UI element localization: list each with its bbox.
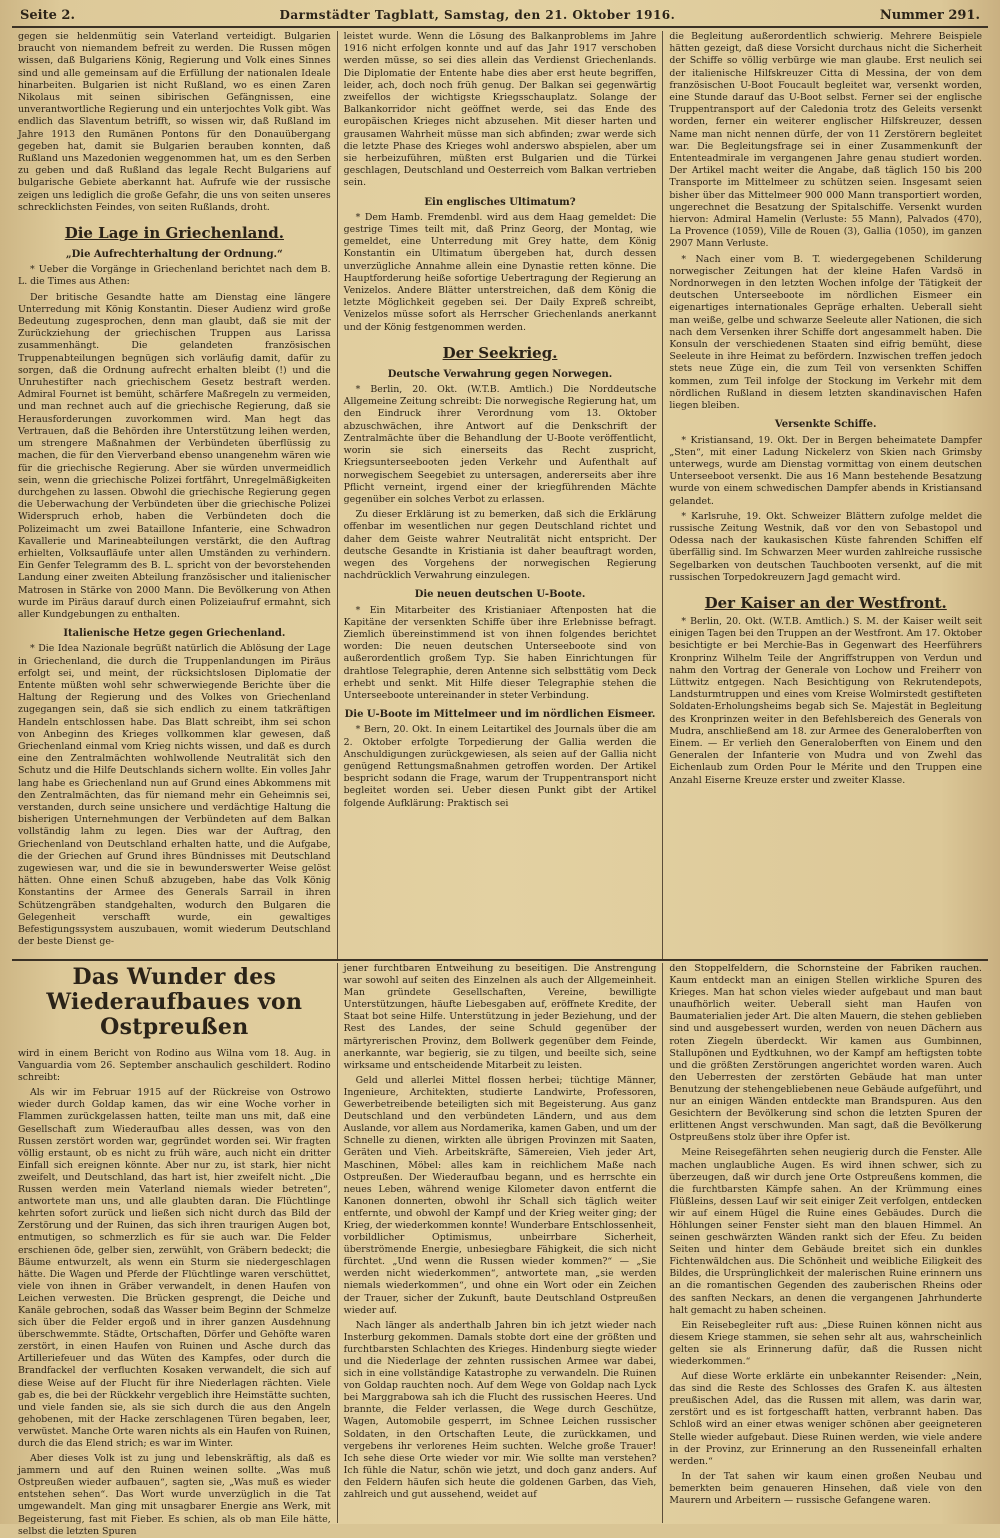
paragraph: * Nach einer vom B. T. wiedergegebenen Schilderung norwegischer Zeitungen hat der kleine Hafen Vardsö in Nordnorwegen in den letzten Wochen infolge der Tätigkeit der deutschen Unterseeboote im nördlichen Eismeer ein eigenartiges internationales Gepräge erhalten. Ueberall sieht man weiße, gelbe und schwarze Seeleute aller Nationen, die sich nach dem Versenken ihrer Schiffe dort angesammelt haben. Die Konsuln der verschiedenen Staaten sind eifrig bemüht, diese Seeleute in ihre Heimat zu befördern. Inzwischen treffen jedoch stets neue Züge ein, die zum Teil von versenkten Schiffen kommen, zum Teil infolge der Stockung im Verkehr mit dem nördlichen Rußland in diesem letzten skandinavischen Hafen liegen bleiben. — [669, 253, 983, 412]
upper-section — [12, 31, 988, 961]
paragraph: Nach länger als anderthalb Jahren bin ich jetzt wieder nach Insterburg gekommen. Damals stobte dort eine der größten und furchtbarsten Schlachten des Krieges. Hindenburg siegte wieder und die Niederlage der zehnten russischen Armee war dabei, sich in eine vollständige Katastrophe zu verwandeln. Die Ruinen von Goldap rauchten noch. Auf dem Wege von Goldap nach Lyck bei Marggrabowa sah ich die Flucht des russischen Heeres. Und brannte, die Felder verlassen, die Wege durch Geschütze, Wagen, Automobile gesperrt, im Schnee Leichen russischer Soldaten, in den Ortschaften Leute, die zurückkamen, und vergebens ihr verlorenes Heim suchten. Welche große Trauer! Ich sehe diese Orte wieder vor mir. Wie sollte man verstehen? Ich fühle die Natur, schön wie jetzt, und doch ganz anders. Auf den Feldern häufen sich heute die goldenen Garben, das Vieh, zahlreich und gut aussehend, weidet auf — [343, 1319, 657, 1501]
heading-naval-war: Der Seekrieg. — [442, 343, 558, 362]
subheading: Versenkte Schiffe. — [774, 419, 877, 431]
paragraph: * Kristiansand, 19. Okt. Der in Bergen beheimatete Dampfer „Sten“, mit einer Ladung Nickelerz von Skien nach Grimsby unterwegs, wurde am Dienstag vormittag von einem deutschen Unterseeboot versenkt. Die aus 16 Mann bestehende Besatzung wurde von einem schwedischen Dampfer abends in Kristiansand gelandet. — [669, 434, 983, 507]
paragraph: Ein Reisebegleiter ruft aus: „Diese Ruinen können nicht aus diesem Kriege stammen, sie sehen sehr alt aus, wahrscheinlich gelten sie als Erinnerung dafür, daß die Russen nicht wiederkommen.“ — [669, 1319, 983, 1367]
paragraph: Auf diese Worte erklärte ein unbekannter Reisender: „Nein, das sind die Reste des Schlosses des Grafen K. aus ältesten preußischen Adel, das die Russen mit allem, was darin war, zerstört und es ist fortgeschafft hatten, verbrannt haben. Das Schloß wird an einer etwas weniger schönen aber geeigneteren Stelle wieder aufgebaut. Diese Ruinen werden, wie viele andere in der Provinz, zur Erinnerung an den Russeneinfall erhalten werden.“ — [669, 1371, 983, 1467]
paragraph: In der Tat sahen wir kaum einen großen Neubau und bemerkten beim genaueren Hinsehen, daß viele von den Maurern und Arbeitern — russische Gefangene waren. — [669, 1470, 983, 1507]
subheading: Die U-Boote im Mittelmeer und im nördlichen Eismeer. — [344, 709, 656, 721]
newspaper-title-date: Darmstädter Tagblatt, Samstag, den 21. Oktober 1916. — [279, 8, 676, 22]
paragraph: Geld und allerlei Mittel flossen herbei; tüchtige Männer, Ingenieure, Architekten, studierte Landwirte, Professoren, Gewerbetreibende beteiligten sich mit Begeisterung. Aus ganz Deutschland und den verbündeten Ländern, und aus dem Auslande, vor allem aus Nordamerika, kamen Gaben, und um der Schnelle zu dienen, wirkten alle übrigen Provinzen mit Saaten, Geräten und Vieh. Arbeitskräfte, Sämereien, Vieh jeder Art, Maschinen, Möbel: alles kam in reichlichem Maße nach Ostpreußen. Der Wiederaufbau begann, und es herrschte ein neues Leben, während wenige Kilometer davon entfernt die Kanonen donnerten, obwohl ihr Schall sich täglich weiter entfernte, und obwohl der Kampf und der Krieg weiter ging; der Krieg, der wiederkommen konnte! Wunderbare Entschlossenheit, vorbildlicher Optimismus, unbeirrbare Sicherheit, überströmende Energie, unbesiegbare Fähigkeit, die sich nicht fürchtet. „Und wenn die Russen wieder kommen?“ — „Sie werden nicht wiederkommen“, antwortete man, „sie werden niemals wiederkommen“, und ohne ein Wort oder ein Zeichen der Trauer, sicher der Zukunft, baute Deutschland Ostpreußen wieder auf. — [343, 1074, 657, 1316]
page-number: Seite 2. — [20, 7, 75, 23]
paragraph: * Berlin, 20. Okt. (W.T.B. Amtlich.) Die Norddeutsche Allgemeine Zeitung schreibt: Die norwegische Regierung hat, um den Eindruck ihrer Verordnung vom 13. Oktober abzuschwächen, ihre Antwort auf die Denkschrift der Zentralmächte über die Behandlung der U-Boote veröffentlicht, worin sie sich einerseits das Recht zuspricht, Kriegsunterseebooten jeden Verkehr und Aufenthalt auf norwegischem Seegebiet zu untersagen, andererseits aber ihre Pflicht verneint, irgend einer der kriegführenden Mächte gegenüber ein solches Verbot zu erlassen. — [343, 384, 657, 505]
subheading: Italienische Hetze gegen Griechenland. — [63, 628, 286, 640]
paragraph: * Ein Mitarbeiter des Kristianiaer Aftenposten hat die Kapitäne der versenkten Schiffe über ihre Erlebnisse befragt. Ziemlich übereinstimmend ist von ihnen folgendes berichtet worden: Die neuen deutschen Unterseeboote sind von außerordentlich großem Typ. Sie haben Einrichtungen für drahtlose Telegraphie, deren Antenne sich selbsttätig vom Deck erhebt und senkt. Mit Hilfe dieser Telegraphie stehen die Unterseeboote untereinander in steter Verbindung. — [343, 604, 657, 701]
paragraph: Zu dieser Erklärung ist zu bemerken, daß sich die Erklärung offenbar im wesentlichen nur gegen Deutschland richtet und daher dem Geiste wahrer Neutralität nicht entspricht. Der deutsche Gesandte in Kristiania ist daher beauftragt worden, wegen des Vorgehens der norwegischen Regierung nachdrücklich Verwahrung einzulegen. — [343, 509, 657, 582]
paragraph: * Die Idea Nazionale begrüßt natürlich die Ablösung der Lage in Griechenland, die durch die Truppenlandungen im Piräus erfolgt sei, und meint, der rücksichtslosen Diplomatie der Entente müßten wohl sehr schwerwiegende Berichte über die Haltung der Regierung und des Volkes von Griechenland zugegangen sein, daß sie sich endlich zu einem tatkräftigen Handeln entschlossen habe. Das Blatt schreibt, ihm sei schon von Anbeginn des Krieges vollkommen klar gewesen, daß Griechenland einmal vom Krieg nichts wissen, und daß es durch eine den Zentralmächten wohlwollende Neutralität sich den Schutz und die Hilfe Deutschlands sichern wollte. Ein volles Jahr lang habe es Griechenland nun auf Grund eines Abkommens mit den Zentralmächten, das für niemand mehr ein Geheimnis sei, verstanden, durch seine unsichere und verdächtige Haltung die bisherigen Unternehmungen der Verbündeten auf dem Balkan vollständig lahm zu legen. Dies war der Auftrag, den Griechenland von Deutschland erhalten hatte, und die Aufgabe, die der Griechen auf Grund ihres Bündnisses mit Deutschland zugewiesen war, und die sie in bewunderswerter Weise gelöst hätten. Ohne einen Schuß abzugeben, habe das Volk König Konstantins der Armee des Generals Sarrail in ihren Schützengräben standgehalten, wodurch den Bulgaren die Gelegenheit verschafft wurde, ein gewaltiges Befestigungssystem auszubauen, womit wiederum Deutschland der beste Dienst ge- — [18, 643, 331, 948]
column-1 — [12, 31, 337, 959]
paragraph: * Ueber die Vorgänge in Griechenland berichtet nach dem B. L. die Times aus Athen: — [18, 264, 331, 288]
paragraph: Meine Reisegefährten sehen neugierig durch die Fenster. Alle machen unglaubliche Augen. Es wird ihnen schwer, sich zu überzeugen, daß wir durch jene Orte Ostpreußens kommen, die die furchtbarsten Kämpfe sahen. An der Krümmung eines Flüßleins, dessen Lauf wir seit einiger Zeit verfolgen, entdecken wir auf einem Hügel die Ruine eines Gebäudes. Durch die Höhlungen seiner Fenster sieht man den blauen Himmel. An seinen geschwärzten Wänden rankt sich der Efeu. Zu beiden Seiten und hinter dem Gebäude breitet sich ein dunkles Fichtenwäldchen aus. Die Schönheit und weibliche Eiligkeit des Bildes, die Ursprünglichkeit der malerischen Ruine erinnern uns an die romantischen Gegenden des zauberischen Rheins oder des sanften Neckars, an denen die vergangenen Jahrhunderte halt gemacht zu haben scheinen. — [669, 1147, 983, 1316]
paragraph: jener furchtbaren Entweihung zu beseitigen. Die Anstrengung war sowohl auf seiten des Einzelnen als auch der Allgemeinheit. Man gründete Gesellschaften, Vereine, bewilligte Unterstützungen, häufte Liebesgaben auf, eröffnete Kredite, der Staat bot seine Hilfe. Unterstützung in jeder Beziehung, und der Rest des Landes, der seine Schuld gegenüber der märtyrerischen Provinz, dem Bollwerk gegenüber dem Feinde, anerkannte, war begierig, sie zu tilgen, und beeilte sich, seine wirksame und entscheidende Mitarbeit zu leisten. — [343, 963, 657, 1071]
paragraph: Als wir im Februar 1915 auf der Rückreise von Ostrowo wieder durch Goldap kamen, das wir eine Woche vorher in Flammen zurückgelassen hatten, teilte man uns mit, daß eine Gesellschaft zum Wiederaufbau alles dessen, was von den Russen zerstört worden war, gegründet worden sei. Wir fragten völlig erstaunt, ob es nicht zu früh wäre, auch nicht ein dritter Einfall sich ereignen könnte. Aber nur zu, ist stark, hier nicht zweifelt, und Deutschland, das hart ist, hier zweifelt nicht. „Die Russen werden mein Vaterland niemals wieder betreten“, antwortete man uns, und alle glaubten daran. Die Flüchtlinge kehrten sofort zurück und ließen sich nicht durch das Bild der Zerstörung und der Ruinen, das sich ihren traurigen Augen bot, entmutigen, so schmerzlich es für sie auch war. Die Felder erschienen öde, gelber sien, zerwühlt, von Gräbern bedeckt; die Bäume entwurzelt, als wenn ein Sturm sie niedergeschlagen hätte. Die Wagen und Pferde der Flüchtlinge waren verschüttet, viele von ihnen in Gräber verwandelt, in denen Haufen von Leichen verwesten. Die Brücken gesprengt, die Deiche und Kanäle gebrochen, sodaß das Wasser beim Beginn der Schmelze sich über die Felder ergoß und in ihrer ganzen Ausdehnung überschwemmte. Städte, Ortschaften, Dörfer und Gehöfte waren zerstört, in einen Haufen von Ruinen und Asche durch das Artilleriefeuer und das Wüten des Kampfes, oder durch die Brandfackel der verfluchten Kosaken verwandelt, die sich auf diese Weise auf der Flucht für ihre Niederlagen rächten. Viele gab es, die bei der Rückkehr vergeblich ihre Heimstätte suchten, und viele fanden sie, als sie sich durch die aus den Angeln gehobenen, mit der Hacke zerschlagenen Türen begaben, leer, verwüstet. Manche Orte waren nichts als ein Haufen von Ruinen, durch die das Elend strich; es war im Winter. — [18, 1087, 331, 1449]
paragraph: * Berlin, 20. Okt. (W.T.B. Amtlich.) S. M. der Kaiser weilt seit einigen Tagen bei den Truppen an der Westfront. Am 17. Oktober besichtigte er bei Merchie-Bas in Gegenwart des Heerführers Kronprinz Wilhelm Teile der Angriffstruppen von Verdun und nahm den Vortrag der Generale von Lochow und Freiherr von Lüttwitz entgegen. Nach Besichtigung von Rekrutendepots, Landsturmtruppen und eines vom Kreise Wolmirstedt gestifteten Soldaten-Erholungsheims begab sich Se. Majestät in Begleitung des Kronprinzen weiter in den Befehlsbereich des Generals von Mudra, anschließend am 18. zur Armee des Generaloberften von Einem. — Er verlieh den Generaloberften von Einem und den Generalen der Infanterie von Mudra und von Zwehl das Eichenlaub zum Orden Pour le Mérite und den Truppen eine Anzahl Eiserne Kreuze erster und zweiter Klasse. — [669, 615, 983, 786]
subheading: Die neuen deutschen U-Boote. — [414, 589, 586, 601]
paragraph: leistet wurde. Wenn die Lösung des Balkanproblems im Jahre 1916 nicht erfolgen konnte und auf das Jahr 1917 verschoben werden müsse, so sei dies allein das Verdienst Griechenlands. Die Diplomatie der Entente habe dies aber erst heute begriffen, leider, ach, doch noch früh genug. Der Balkan sei gegenwärtig zweifellos der wichtigste Kriegsschauplatz. Solange der Balkankorridor nicht geöffnet werde, sei das Ende des europäischen Krieges nicht abzusehen. Mit dieser harten und grausamen Wahrheit müsse man sich abfinden; zwar werde sich die letzte Phase des Krieges wohl anderswo abspielen, aber um sie herbeizuführen, müßten erst Bulgarien und die Türkei geschlagen, Deutschland und Oesterreich vom Balkan vertrieben sein. — [343, 31, 657, 189]
paragraph: wird in einem Bericht von Rodino aus Wilna vom 18. Aug. in Vanguardia vom 26. September anschaulich geschildert. Rodino schreibt: — [18, 1048, 331, 1084]
heading-greece: Die Lage in Griechenland. — [64, 224, 284, 243]
heading-kaiser: Der Kaiser an der Westfront. — [704, 593, 947, 612]
paragraph: Aber dieses Volk ist zu jung und lebenskräftig, als daß es jammern und auf den Ruinen weinen sollte. „Was muß Ostpreußen wieder aufbauen“, sagten sie, „Was muß es wieder entstehen sehen“. Das Wort wurde unverzüglich in die Tat umgewandelt. Man ging mit unsagbarer Energie ans Werk, mit Begeisterung, fast mit Fieber. Es schien, als ob man Eile hätte, selbst die letzten Spuren — [18, 1453, 331, 1537]
paragraph: den Stoppelfeldern, die Schornsteine der Fabriken rauchen. Kaum entdeckt man an einigen Stellen wirkliche Spuren des Krieges. Man hat schon vieles wieder aufgebaut und man baut unaufhörlich weiter. Ueberall sieht man Haufen von Baumaterialien jeder Art. Die alten Mauern, die stehen geblieben sind und ausgebessert wurden, werden von neuen Dächern aus roten Ziegeln überdeckt. Wir kamen aus Gumbinnen, Stallupönen und Eydtkuhnen, wo der Kampf am heftigsten tobte und die größten Zerstörungen angerichtet worden waren. Auch den Ueberresten der zerstörten Gebäude hat man unter Benutzung der stehengebliebenen neue Gebäude aufgeführt, und nur an einigen Wänden entdeckte man Brandspuren. Aus den Gesichtern der Bevölkerung sind schon die letzten Spuren der erlittenen Angst verschwunden. Man sagt, daß die Bevölkerung Ostpreußens stolz über ihre Opfer ist. — [669, 963, 983, 1144]
paragraph: die Begleitung außerordentlich schwierig. Mehrere Beispiele hätten gezeigt, daß diese Vorsicht durchaus nicht die Sicherheit der Schiffe so völlig verbürge wie man glaube. Erst neulich sei der italienische Hilfskreuzer Citta di Messina, der von dem französischen U-Boot Foucault begleitet war, versenkt worden, eine Stunde darauf das U-Boot selbst. Ferner sei der englische Truppentransport auf der Caledonia trotz des Geleits versenkt worden, ferner ein weiterer englischer Hilfskreuzer, dessen Name man nicht nennen dürfe, der von 11 Zerstörern begleitet war. Die Begleitungsfrage sei in einer Zusammenkunft der Ententeadmirale im vergangenen Jahre genau studiert worden. Der Artikel macht weiter die Angabe, daß täglich 150 bis 200 Transporte im Mittelmeer zu schützen seien. Insgesamt seien bisher über das Mittelmeer 900 000 Mann transportiert worden, ungerechnet die Besatzung der Spitalschiffe. Versenkt wurden hiervon: Admiral Hamelin (Verluste: 55 Mann), Palvados (470), La Provence (1059), Ville de Rouen (3), Gallia (1050), im ganzen 2907 Mann Verluste. — [669, 31, 983, 250]
subheading: „Die Aufrechterhaltung der Ordnung.“ — [65, 249, 283, 261]
article-title: Das Wunder des Wiederaufbaues von Ostpreußen — [46, 964, 303, 1040]
column-2 — [337, 31, 663, 959]
lower-section — [12, 963, 988, 1537]
paragraph: * Dem Hamb. Fremdenbl. wird aus dem Haag gemeldet: Die gestrige Times teilt mit, daß Prinz Georg, der Montag, wie gemeldet, eine Unterredung mit Grey hatte, dem König Konstantin ein Ultimatum übergeben hat, durch dessen unverzügliche Annahme allein eine Dynastie retten könne. Die Hauptforderung heiße sofortige Uebertragung der Regierung an Venizelos. Andere Blätter unterstreichen, daß dem König die letzte Möglichkeit gegeben sei. Der Daily Expreß schreibt, Venizelos müsse sofort als Herrscher Griechenlands anerkannt und der König festgenommen werden. — [343, 211, 657, 333]
issue-number: Nummer 291. — [879, 7, 980, 23]
article-column-2 — [337, 963, 663, 1523]
masthead — [12, 4, 988, 28]
subheading: Deutsche Verwahrung gegen Norwegen. — [387, 368, 613, 380]
paragraph: * Karlsruhe, 19. Okt. Schweizer Blättern zufolge meldet die russische Zeitung Westnik, daß vor den von Sebastopol und Odessa nach der kaukasischen Küste fahrenden Schiffen elf überfällig sind. Im Schwarzen Meer wurden zahlreiche russische Segelbarken von deutschen Tauchbooten versenkt, auf die mit russischen Torpedokreuzern Jagd gemacht wird. — [669, 510, 983, 583]
paragraph: gegen sie heldenmütig sein Vaterland verteidigt. Bulgarien braucht von niemandem befreit zu werden. Die Russen mögen wissen, daß Bulgariens König, Regierung und Volk eines Sinnes sind und alle gemeinsam auf die Erfüllung der nationalen Ideale hinarbeiten. Bulgarien ist nicht Rußland, wo es einen Zaren Nikolaus mit seinen sibirischen Gefängnissen, eine unverantwortliche Regierung und ein unterjochtes Volk gibt. Was endlich das Slaventum betrifft, so wissen wir, daß Rußland im Jahre 1913 den Rumänen Pontons für den Donauübergang gegeben hat, damit sie Bulgarien berauben konnten, daß Rußland uns Mazedonien weggenommen hat, um es den Serben zu geben und daß Rußland das legale Recht Bulgariens auf bulgarische Gebiete aberkannt hat. Aufrufe wie der russische zeigen uns lediglich die große Gefahr, die uns von seiten unseres schrecklichsten Feindes, von seiten Rußlands, droht. — [18, 31, 331, 213]
article-column-1 — [12, 963, 337, 1537]
column-3 — [662, 31, 988, 959]
paragraph: * Bern, 20. Okt. In einem Leitartikel des Journals über die am 2. Oktober erfolgte Torpedierung der Gallia werden die Anschuldigungen zurückgewiesen, als seien auf der Gallia nicht genügend Rettungsmaßnahmen getroffen worden. Der Artikel bespricht sodann die Frage, warum der Truppentransport nicht begleitet worden sei. Ueber diesen Punkt gibt der Artikel folgende Aufklärung: Praktisch sei — [343, 724, 657, 809]
article-column-3 — [662, 963, 988, 1523]
subheading: Ein englisches Ultimatum? — [424, 196, 576, 208]
paragraph: Der britische Gesandte hatte am Dienstag eine längere Unterredung mit König Konstantin. Dieser Audienz wird große Bedeutung zugesprochen, denn man glaubt, daß sie mit der Zurückziehung der griechischen Truppen aus Larissa zusammenhängt. Die gelandeten französischen Truppenabteilungen begnügen sich vorläufig damit, dafür zu sorgen, daß die Ordnung aufrecht erhalten bleibt (!) und die Unruhestifter nach griechischem Gesetz bestraft werden. Admiral Fournet ist bemüht, schärfere Maßregeln zu vermeiden, und man rechnet auch auf die griechische Regierung, daß sie Herausforderungen zuvorkommen wird. Man hegt das Vertrauen, daß die Behörden ihre Unterstützung leihen werden, um strengere Maßnahmen der Verbündeten überflüssig zu machen, die für den Vierverband ebenso unangenehm wären wie für die griechische Regierung. Aber sie würden unvermeidlich sein, wenn die griechische Polizei fortfährt, Unregelmäßigkeiten durchgehen zu lassen. Obwohl die griechische Regierung gegen die Ueberwachung der Verbündeten über die griechische Polizei Widerspruch erhob, haben die Verbündeten doch die Polizeimacht um zwei Bataillone Infanterie, eine Schwadron Kavallerie und Marineabteilungen verstärkt, die den Auftrag erhielten, Volksaufläufe unter allen Umständen zu verhindern. Ein Genfer Telegramm des B. L. spricht von der bevorstehenden Landung einer zweiten Abteilung französischer und italienischer Matrosen in Stärke von 2000 Mann. Die Bevölkerung von Athen wurde im Piräus darauf durch einen Polizeiaufruf ermahnt, sich aller Kundgebungen zu enthalten. — [18, 291, 331, 620]
